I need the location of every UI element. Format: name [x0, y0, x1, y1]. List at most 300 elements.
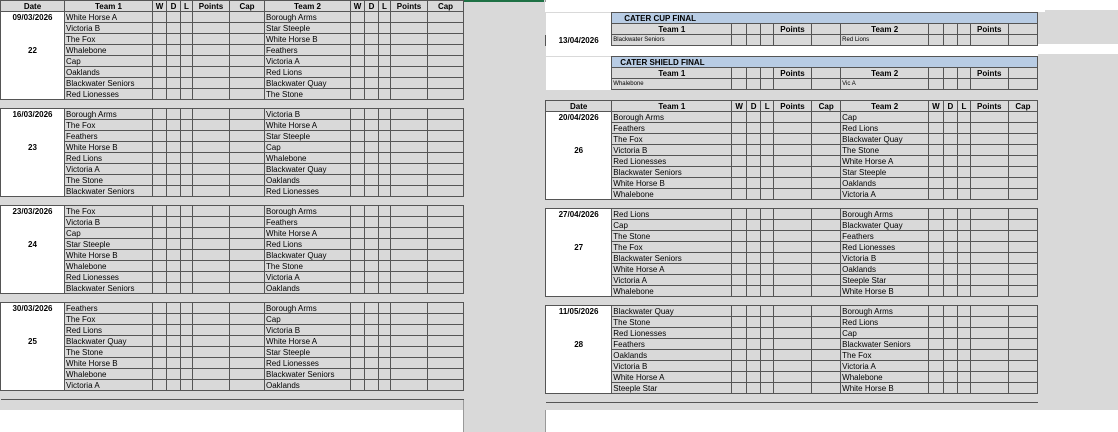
d-cell[interactable]: [365, 347, 379, 358]
points-cell[interactable]: [773, 189, 811, 200]
cap-cell[interactable]: [230, 314, 265, 325]
l-cell[interactable]: [181, 34, 193, 45]
team1-cell[interactable]: Blackwater Seniors: [612, 167, 732, 178]
team1-cell[interactable]: Oaklands: [65, 67, 153, 78]
cap-cell[interactable]: [230, 217, 265, 228]
w-cell[interactable]: [351, 45, 365, 56]
w-cell[interactable]: [351, 186, 365, 197]
w-cell[interactable]: [929, 209, 944, 220]
team2-cell[interactable]: Red Lionesses: [841, 242, 929, 253]
team1-cell[interactable]: Feathers: [612, 123, 732, 134]
cap-cell[interactable]: [812, 306, 841, 317]
w-cell[interactable]: [351, 153, 365, 164]
shield-final-team2[interactable]: Vic A: [841, 79, 929, 90]
team2-cell[interactable]: White Horse A: [265, 228, 351, 239]
w-cell[interactable]: [732, 253, 747, 264]
points-cell[interactable]: [970, 231, 1008, 242]
w-cell[interactable]: [153, 303, 167, 314]
points-cell[interactable]: [391, 250, 428, 261]
l-cell[interactable]: [761, 317, 773, 328]
team2-cell[interactable]: Blackwater Quay: [265, 164, 351, 175]
w-cell[interactable]: [351, 120, 365, 131]
l-cell[interactable]: [379, 109, 391, 120]
points-cell[interactable]: [773, 123, 811, 134]
points-cell[interactable]: [391, 67, 428, 78]
w-cell[interactable]: [153, 239, 167, 250]
w-cell[interactable]: [732, 242, 747, 253]
d-cell[interactable]: [943, 189, 958, 200]
team1-cell[interactable]: Red Lionesses: [612, 156, 732, 167]
w-cell[interactable]: [153, 228, 167, 239]
w-cell[interactable]: [929, 167, 944, 178]
cap-cell[interactable]: [230, 153, 265, 164]
team2-cell[interactable]: Feathers: [265, 45, 351, 56]
cap-cell[interactable]: [428, 153, 464, 164]
cap-cell[interactable]: [1008, 306, 1037, 317]
w-cell[interactable]: [929, 328, 944, 339]
points-cell[interactable]: [970, 156, 1008, 167]
w-cell[interactable]: [153, 109, 167, 120]
w-cell[interactable]: [153, 217, 167, 228]
cup-final-team2[interactable]: Red Lions: [841, 35, 929, 46]
l-cell[interactable]: [181, 78, 193, 89]
w-cell[interactable]: [351, 250, 365, 261]
points-cell[interactable]: [193, 78, 230, 89]
points-cell[interactable]: [391, 78, 428, 89]
team2-cell[interactable]: Borough Arms: [265, 206, 351, 217]
w-cell[interactable]: [732, 328, 747, 339]
l-cell[interactable]: [181, 175, 193, 186]
w-cell[interactable]: [929, 231, 944, 242]
d-cell[interactable]: [943, 220, 958, 231]
team1-cell[interactable]: Victoria B: [65, 23, 153, 34]
l-cell[interactable]: [958, 361, 970, 372]
d-cell[interactable]: [943, 123, 958, 134]
team2-cell[interactable]: Oaklands: [265, 175, 351, 186]
cap-cell[interactable]: [230, 109, 265, 120]
points-cell[interactable]: [391, 261, 428, 272]
team1-cell[interactable]: Red Lionesses: [612, 328, 732, 339]
cap-cell[interactable]: [230, 369, 265, 380]
d-cell[interactable]: [167, 153, 181, 164]
w-cell[interactable]: [929, 112, 944, 123]
cap-cell[interactable]: [230, 89, 265, 100]
points-cell[interactable]: [193, 153, 230, 164]
d-cell[interactable]: [943, 328, 958, 339]
l-cell[interactable]: [379, 283, 391, 294]
l-cell[interactable]: [761, 253, 773, 264]
d-cell[interactable]: [365, 89, 379, 100]
w-cell[interactable]: [351, 67, 365, 78]
team1-cell[interactable]: The Fox: [65, 34, 153, 45]
points-cell[interactable]: [773, 134, 811, 145]
team2-cell[interactable]: Victoria B: [265, 325, 351, 336]
d-cell[interactable]: [167, 186, 181, 197]
points-cell[interactable]: [193, 206, 230, 217]
points-cell[interactable]: [773, 231, 811, 242]
l-cell[interactable]: [181, 56, 193, 67]
d-cell[interactable]: [746, 317, 761, 328]
points-cell[interactable]: [391, 34, 428, 45]
w-cell[interactable]: [153, 336, 167, 347]
d-cell[interactable]: [167, 67, 181, 78]
w-cell[interactable]: [153, 153, 167, 164]
d-cell[interactable]: [365, 34, 379, 45]
cap-cell[interactable]: [428, 89, 464, 100]
points-cell[interactable]: [391, 23, 428, 34]
points-cell[interactable]: [773, 145, 811, 156]
cap-cell[interactable]: [428, 34, 464, 45]
l-cell[interactable]: [379, 186, 391, 197]
d-cell[interactable]: [365, 78, 379, 89]
d-cell[interactable]: [365, 206, 379, 217]
points-cell[interactable]: [970, 220, 1008, 231]
points-cell[interactable]: [391, 303, 428, 314]
points-cell[interactable]: [193, 303, 230, 314]
l-cell[interactable]: [761, 286, 773, 297]
cap-cell[interactable]: [230, 325, 265, 336]
points-cell[interactable]: [773, 264, 811, 275]
points-cell[interactable]: [970, 253, 1008, 264]
d-cell[interactable]: [943, 112, 958, 123]
l-cell[interactable]: [761, 209, 773, 220]
l-cell[interactable]: [181, 336, 193, 347]
team1-cell[interactable]: The Fox: [65, 314, 153, 325]
team1-cell[interactable]: The Stone: [612, 231, 732, 242]
cap-cell[interactable]: [428, 336, 464, 347]
l-cell[interactable]: [181, 206, 193, 217]
l-cell[interactable]: [958, 145, 970, 156]
l-cell[interactable]: [379, 175, 391, 186]
points-cell[interactable]: [970, 112, 1008, 123]
team2-cell[interactable]: Victoria A: [841, 361, 929, 372]
d-cell[interactable]: [943, 156, 958, 167]
team1-cell[interactable]: Victoria A: [612, 275, 732, 286]
w-cell[interactable]: [153, 380, 167, 391]
w-cell[interactable]: [732, 231, 747, 242]
l-cell[interactable]: [379, 250, 391, 261]
d-cell[interactable]: [167, 89, 181, 100]
d-cell[interactable]: [167, 131, 181, 142]
cap-cell[interactable]: [428, 261, 464, 272]
cap-cell[interactable]: [428, 142, 464, 153]
team2-cell[interactable]: Red Lions: [841, 317, 929, 328]
cap-cell[interactable]: [230, 358, 265, 369]
d-cell[interactable]: [746, 350, 761, 361]
cap-cell[interactable]: [812, 209, 841, 220]
cap-cell[interactable]: [428, 67, 464, 78]
cap-cell[interactable]: [230, 347, 265, 358]
l-cell[interactable]: [379, 153, 391, 164]
d-cell[interactable]: [365, 153, 379, 164]
cap-cell[interactable]: [812, 167, 841, 178]
shield-final-team1[interactable]: Whalebone: [612, 79, 732, 90]
d-cell[interactable]: [365, 186, 379, 197]
team1-cell[interactable]: The Stone: [65, 347, 153, 358]
w-cell[interactable]: [351, 34, 365, 45]
w-cell[interactable]: [929, 339, 944, 350]
team2-cell[interactable]: Blackwater Quay: [265, 250, 351, 261]
d-cell[interactable]: [943, 167, 958, 178]
l-cell[interactable]: [181, 186, 193, 197]
team2-cell[interactable]: Blackwater Seniors: [841, 339, 929, 350]
points-cell[interactable]: [773, 156, 811, 167]
points-cell[interactable]: [970, 134, 1008, 145]
cap-cell[interactable]: [812, 178, 841, 189]
points-cell[interactable]: [970, 209, 1008, 220]
team2-cell[interactable]: Victoria A: [265, 56, 351, 67]
points-cell[interactable]: [391, 239, 428, 250]
d-cell[interactable]: [746, 189, 761, 200]
l-cell[interactable]: [379, 45, 391, 56]
w-cell[interactable]: [153, 12, 167, 23]
cap-cell[interactable]: [1008, 123, 1037, 134]
points-cell[interactable]: [970, 242, 1008, 253]
w-cell[interactable]: [351, 206, 365, 217]
d-cell[interactable]: [167, 380, 181, 391]
cap-cell[interactable]: [1008, 286, 1037, 297]
l-cell[interactable]: [379, 67, 391, 78]
cap-cell[interactable]: [1008, 220, 1037, 231]
d-cell[interactable]: [365, 228, 379, 239]
team2-cell[interactable]: Red Lionesses: [265, 358, 351, 369]
cap-cell[interactable]: [230, 228, 265, 239]
points-cell[interactable]: [193, 131, 230, 142]
cap-cell[interactable]: [428, 120, 464, 131]
cap-cell[interactable]: [812, 189, 841, 200]
cap-cell[interactable]: [1008, 242, 1037, 253]
points-cell[interactable]: [391, 217, 428, 228]
cap-cell[interactable]: [428, 78, 464, 89]
cap-cell[interactable]: [428, 250, 464, 261]
cap-cell[interactable]: [1008, 350, 1037, 361]
d-cell[interactable]: [943, 134, 958, 145]
points-cell[interactable]: [391, 131, 428, 142]
team1-cell[interactable]: Whalebone: [612, 286, 732, 297]
cap-cell[interactable]: [428, 380, 464, 391]
w-cell[interactable]: [153, 206, 167, 217]
w-cell[interactable]: [929, 286, 944, 297]
team2-cell[interactable]: The Stone: [265, 261, 351, 272]
l-cell[interactable]: [181, 131, 193, 142]
points-cell[interactable]: [773, 350, 811, 361]
team1-cell[interactable]: Cap: [65, 56, 153, 67]
cap-cell[interactable]: [812, 361, 841, 372]
l-cell[interactable]: [958, 383, 970, 394]
team2-cell[interactable]: Star Steeple: [265, 23, 351, 34]
points-cell[interactable]: [773, 112, 811, 123]
l-cell[interactable]: [379, 380, 391, 391]
points-cell[interactable]: [193, 142, 230, 153]
w-cell[interactable]: [732, 350, 747, 361]
team2-cell[interactable]: Blackwater Quay: [265, 78, 351, 89]
points-cell[interactable]: [193, 369, 230, 380]
cap-cell[interactable]: [230, 78, 265, 89]
w-cell[interactable]: [153, 45, 167, 56]
d-cell[interactable]: [365, 325, 379, 336]
d-cell[interactable]: [943, 350, 958, 361]
cap-cell[interactable]: [1008, 275, 1037, 286]
l-cell[interactable]: [181, 12, 193, 23]
cap-cell[interactable]: [230, 164, 265, 175]
w-cell[interactable]: [929, 242, 944, 253]
team2-cell[interactable]: The Fox: [841, 350, 929, 361]
team1-cell[interactable]: White Horse A: [612, 372, 732, 383]
w-cell[interactable]: [351, 303, 365, 314]
w-cell[interactable]: [153, 283, 167, 294]
w-cell[interactable]: [351, 78, 365, 89]
d-cell[interactable]: [365, 217, 379, 228]
cap-cell[interactable]: [230, 12, 265, 23]
points-cell[interactable]: [193, 228, 230, 239]
w-cell[interactable]: [153, 120, 167, 131]
d-cell[interactable]: [167, 261, 181, 272]
team2-cell[interactable]: Victoria A: [265, 272, 351, 283]
team1-cell[interactable]: Victoria A: [65, 380, 153, 391]
d-cell[interactable]: [943, 339, 958, 350]
team1-cell[interactable]: Red Lionesses: [65, 89, 153, 100]
l-cell[interactable]: [181, 89, 193, 100]
l-cell[interactable]: [958, 275, 970, 286]
l-cell[interactable]: [181, 153, 193, 164]
team2-cell[interactable]: Victoria B: [841, 253, 929, 264]
points-cell[interactable]: [970, 178, 1008, 189]
l-cell[interactable]: [181, 358, 193, 369]
points-cell[interactable]: [391, 89, 428, 100]
d-cell[interactable]: [365, 369, 379, 380]
points-cell[interactable]: [391, 120, 428, 131]
cap-cell[interactable]: [812, 264, 841, 275]
team1-cell[interactable]: White Horse A: [65, 12, 153, 23]
d-cell[interactable]: [746, 253, 761, 264]
points-cell[interactable]: [193, 34, 230, 45]
w-cell[interactable]: [351, 131, 365, 142]
team1-cell[interactable]: Whalebone: [65, 45, 153, 56]
l-cell[interactable]: [761, 339, 773, 350]
l-cell[interactable]: [181, 228, 193, 239]
w-cell[interactable]: [732, 339, 747, 350]
l-cell[interactable]: [181, 303, 193, 314]
d-cell[interactable]: [746, 156, 761, 167]
points-cell[interactable]: [773, 275, 811, 286]
d-cell[interactable]: [167, 12, 181, 23]
cap-cell[interactable]: [1008, 339, 1037, 350]
w-cell[interactable]: [351, 89, 365, 100]
d-cell[interactable]: [167, 347, 181, 358]
l-cell[interactable]: [958, 253, 970, 264]
points-cell[interactable]: [773, 209, 811, 220]
points-cell[interactable]: [391, 347, 428, 358]
team2-cell[interactable]: Borough Arms: [841, 306, 929, 317]
l-cell[interactable]: [379, 217, 391, 228]
points-cell[interactable]: [970, 167, 1008, 178]
d-cell[interactable]: [167, 56, 181, 67]
cap-cell[interactable]: [230, 131, 265, 142]
points-cell[interactable]: [391, 175, 428, 186]
points-cell[interactable]: [970, 350, 1008, 361]
team2-cell[interactable]: The Stone: [841, 145, 929, 156]
l-cell[interactable]: [379, 272, 391, 283]
team2-cell[interactable]: Red Lions: [265, 239, 351, 250]
l-cell[interactable]: [958, 167, 970, 178]
d-cell[interactable]: [746, 339, 761, 350]
points-cell[interactable]: [773, 383, 811, 394]
l-cell[interactable]: [958, 350, 970, 361]
d-cell[interactable]: [167, 34, 181, 45]
w-cell[interactable]: [732, 209, 747, 220]
cap-cell[interactable]: [428, 314, 464, 325]
team2-cell[interactable]: Red Lionesses: [265, 186, 351, 197]
cap-cell[interactable]: [230, 336, 265, 347]
l-cell[interactable]: [379, 336, 391, 347]
cap-cell[interactable]: [230, 175, 265, 186]
team2-cell[interactable]: Borough Arms: [841, 209, 929, 220]
w-cell[interactable]: [351, 347, 365, 358]
d-cell[interactable]: [746, 209, 761, 220]
points-cell[interactable]: [773, 317, 811, 328]
l-cell[interactable]: [958, 339, 970, 350]
w-cell[interactable]: [153, 164, 167, 175]
cap-cell[interactable]: [1008, 134, 1037, 145]
points-cell[interactable]: [193, 347, 230, 358]
team2-cell[interactable]: Blackwater Quay: [841, 220, 929, 231]
points-cell[interactable]: [970, 264, 1008, 275]
points-cell[interactable]: [970, 306, 1008, 317]
cap-cell[interactable]: [812, 275, 841, 286]
team2-cell[interactable]: White Horse A: [265, 120, 351, 131]
cap-cell[interactable]: [1008, 317, 1037, 328]
points-cell[interactable]: [391, 153, 428, 164]
d-cell[interactable]: [746, 372, 761, 383]
l-cell[interactable]: [958, 372, 970, 383]
l-cell[interactable]: [761, 123, 773, 134]
w-cell[interactable]: [351, 261, 365, 272]
w-cell[interactable]: [929, 253, 944, 264]
d-cell[interactable]: [167, 120, 181, 131]
points-cell[interactable]: [391, 206, 428, 217]
points-cell[interactable]: [773, 372, 811, 383]
cap-cell[interactable]: [230, 283, 265, 294]
points-cell[interactable]: [391, 283, 428, 294]
l-cell[interactable]: [761, 350, 773, 361]
team1-cell[interactable]: The Fox: [612, 242, 732, 253]
team2-cell[interactable]: White Horse B: [841, 383, 929, 394]
d-cell[interactable]: [746, 220, 761, 231]
l-cell[interactable]: [379, 347, 391, 358]
w-cell[interactable]: [351, 228, 365, 239]
d-cell[interactable]: [365, 358, 379, 369]
d-cell[interactable]: [746, 275, 761, 286]
w-cell[interactable]: [929, 123, 944, 134]
d-cell[interactable]: [943, 317, 958, 328]
cap-cell[interactable]: [812, 231, 841, 242]
cap-cell[interactable]: [812, 253, 841, 264]
team2-cell[interactable]: Steeple Star: [841, 275, 929, 286]
d-cell[interactable]: [943, 145, 958, 156]
team1-cell[interactable]: Victoria B: [612, 361, 732, 372]
cap-cell[interactable]: [230, 303, 265, 314]
d-cell[interactable]: [167, 250, 181, 261]
l-cell[interactable]: [761, 328, 773, 339]
points-cell[interactable]: [193, 45, 230, 56]
l-cell[interactable]: [761, 242, 773, 253]
team1-cell[interactable]: Blackwater Seniors: [65, 283, 153, 294]
l-cell[interactable]: [761, 361, 773, 372]
team2-cell[interactable]: Victoria B: [265, 109, 351, 120]
cap-cell[interactable]: [230, 250, 265, 261]
cap-cell[interactable]: [428, 358, 464, 369]
d-cell[interactable]: [167, 78, 181, 89]
